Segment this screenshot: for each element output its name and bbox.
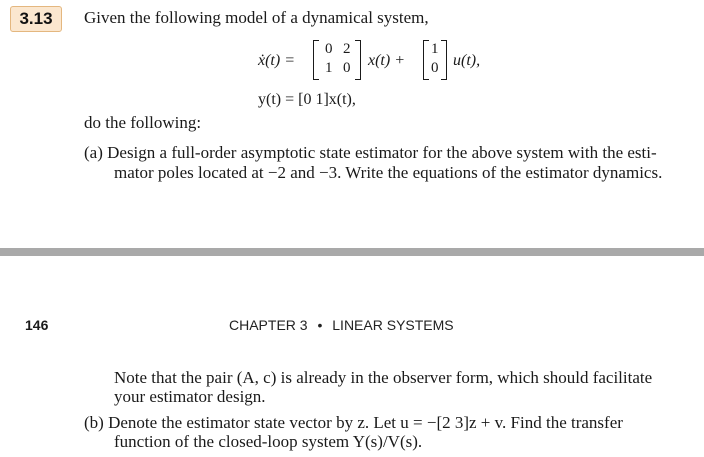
matrix-a <box>313 40 361 80</box>
matrix-a-cell: 2 <box>343 41 351 57</box>
vector-b-cell: 1 <box>431 41 439 57</box>
matrix-a-cell: 1 <box>325 60 333 76</box>
running-header <box>229 317 454 333</box>
part-b-line-1: (b) Denote the estimator state vector by z. Let u = −[2 3]z + v. Find the transfer <box>84 413 623 432</box>
problem-number: 3.13 <box>19 9 53 28</box>
chapter-label: CHAPTER 3 <box>229 317 308 333</box>
page-number: 146 <box>25 317 49 333</box>
equation-lhs: ẋ(t) = <box>258 52 295 69</box>
problem-intro: Given the following model of a dynamical system, <box>84 8 429 27</box>
part-b-line-2: function of the closed-loop system Y(s)/V(s). <box>114 432 423 451</box>
note-line-1: Note that the pair (A, c) is already in the observer form, which should facilitate <box>114 368 653 387</box>
matrix-a-cell: 0 <box>325 41 333 57</box>
problem-number-badge <box>10 6 62 32</box>
section-label: LINEAR SYSTEMS <box>332 317 454 333</box>
note-line-2: your estimator design. <box>114 387 266 406</box>
vector-b-cell: 0 <box>431 60 439 76</box>
matrix-a-cell: 0 <box>343 60 351 76</box>
part-a-line-2: mator poles located at −2 and −3. Write the equations of the estimator dynamics. <box>114 163 663 182</box>
equation-u-term: u(t), <box>453 52 481 69</box>
output-equation: y(t) = [0 1]x(t), <box>258 91 356 108</box>
equation-x-term: x(t) + <box>368 52 405 69</box>
vector-b <box>423 40 447 80</box>
part-a-line-1: (a) Design a full-order asymptotic state estimator for the above system with the esti- <box>84 143 657 162</box>
header-bullet: • <box>317 317 323 333</box>
instruction: do the following: <box>84 113 202 132</box>
page-break-divider <box>0 248 704 256</box>
